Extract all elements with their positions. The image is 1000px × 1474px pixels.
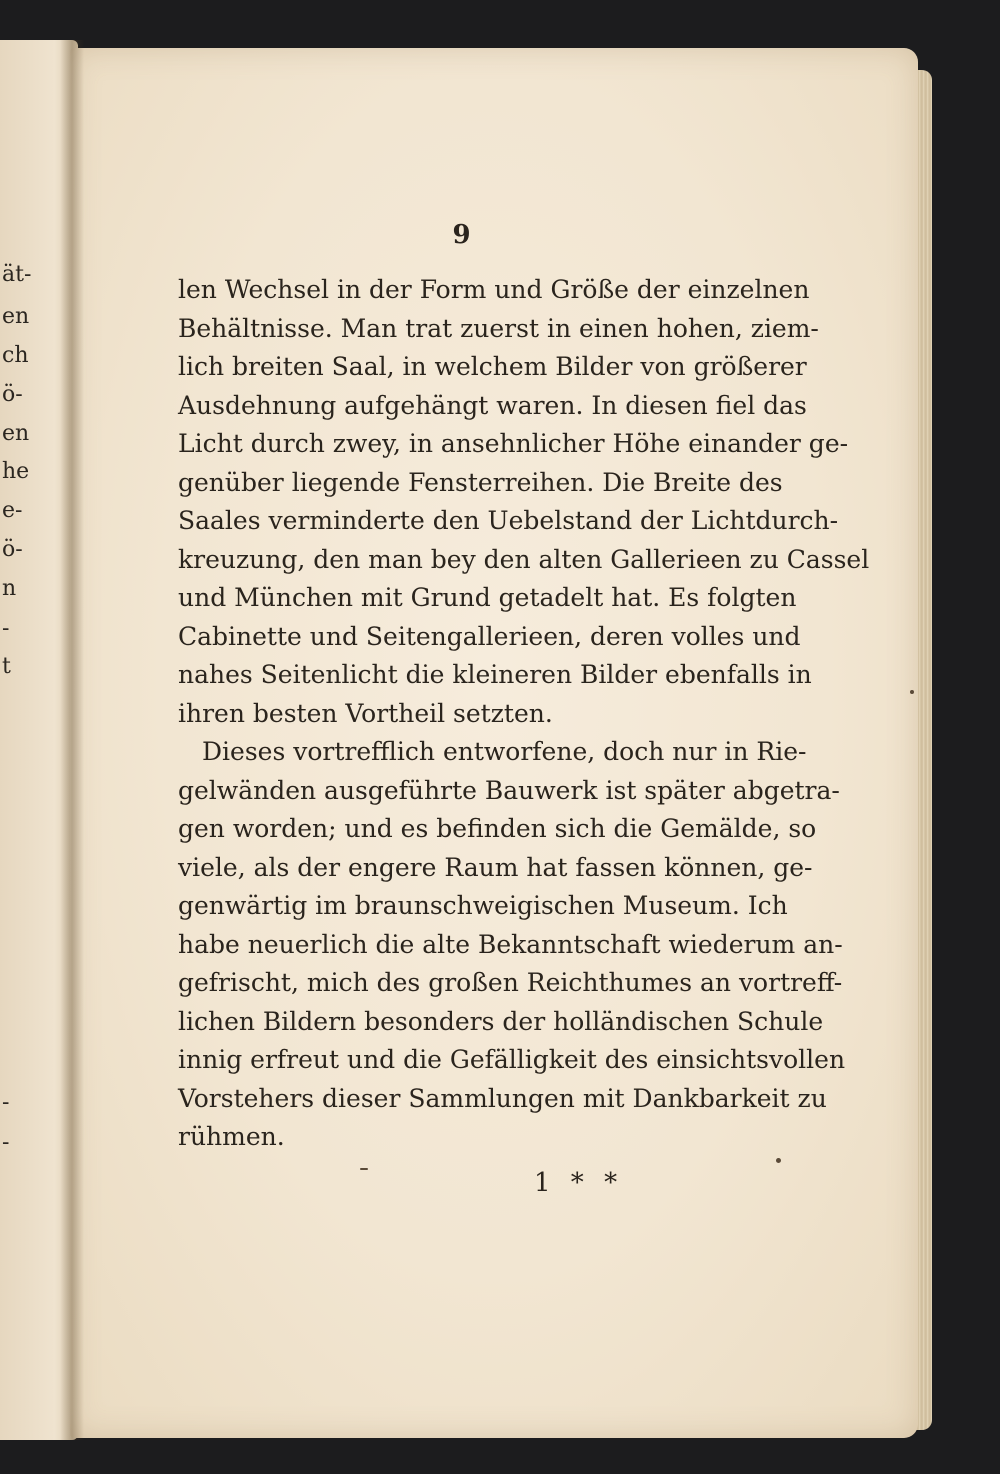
text-line: genüber liegende Fensterreihen. Die Breite des <box>178 467 783 497</box>
text-line: ihren besten Vortheil setzten. <box>178 698 553 728</box>
paper-speck <box>776 1158 781 1163</box>
margin-fragment: ö- <box>2 382 23 407</box>
page-body-text <box>178 271 870 1157</box>
text-line: und München mit Grund getadelt hat. Es folgten <box>178 583 797 612</box>
text-line: gen worden; und es befinden sich die Gemälde, so <box>178 814 817 843</box>
text-line: Dieses vortrefflich entworfene, doch nur in Rie- <box>202 737 807 766</box>
text-line: len Wechsel in der Form und Größe der einzelnen <box>178 275 810 304</box>
margin-fragment: n <box>2 576 17 601</box>
margin-fragment: en <box>2 304 30 329</box>
page-number: 9 <box>452 220 471 250</box>
text-line: habe neuerlich die alte Bekanntschaft wiederum an- <box>178 929 843 959</box>
margin-fragment: - <box>2 1130 10 1155</box>
text-line: gefrischt, mich des großen Reichthumes an vortreff- <box>178 968 843 997</box>
margin-fragment: - <box>2 1090 10 1115</box>
paper-speck <box>910 690 914 694</box>
margin-fragment: t <box>2 654 11 679</box>
margin-fragment: - <box>2 616 10 641</box>
margin-fragment: he <box>2 459 30 484</box>
book-gutter <box>60 40 84 1440</box>
text-line: Saales verminderte den Uebelstand der Lichtdurch- <box>178 506 839 535</box>
margin-fragment: ch <box>2 343 29 368</box>
text-line: genwärtig im braunschweigischen Museum. Ich <box>178 891 788 920</box>
text-line: viele, als der engere Raum hat fassen können, ge- <box>178 852 813 882</box>
text-line: Licht durch zwey, in ansehnlicher Höhe einander ge- <box>178 429 849 458</box>
margin-fragment: e- <box>2 498 23 523</box>
text-line: Cabinette und Seitengallerieen, deren volles und <box>178 621 801 651</box>
text-line: Behältnisse. Man trat zuerst in einen hohen, ziem- <box>178 313 819 343</box>
text-line: Ausdehnung aufgehängt waren. In diesen fiel das <box>178 390 807 420</box>
text-line: innig erfreut und die Gefälligkeit des einsichtsvollen <box>178 1045 846 1074</box>
text-line: Vorstehers dieser Sammlungen mit Dankbarkeit zu <box>178 1083 827 1113</box>
text-line: gelwänden ausgeführte Bauwerk ist später abgetra- <box>178 775 840 805</box>
text-line: rühmen. <box>178 1122 285 1151</box>
text-line: lich breiten Saal, in welchem Bilder von größerer <box>178 352 807 381</box>
margin-fragment: ät- <box>2 262 32 287</box>
margin-fragment: ö- <box>2 537 23 562</box>
signature-mark: 1 * * <box>534 1168 624 1198</box>
paper-speck <box>360 1168 368 1170</box>
text-line: lichen Bildern besonders der holländischen Schule <box>178 1006 824 1036</box>
text-line: kreuzung, den man bey den alten Gallerieen zu Cassel <box>178 544 870 574</box>
margin-fragment: en <box>2 421 30 446</box>
text-line: nahes Seitenlicht die kleineren Bilder ebenfalls in <box>178 660 812 689</box>
